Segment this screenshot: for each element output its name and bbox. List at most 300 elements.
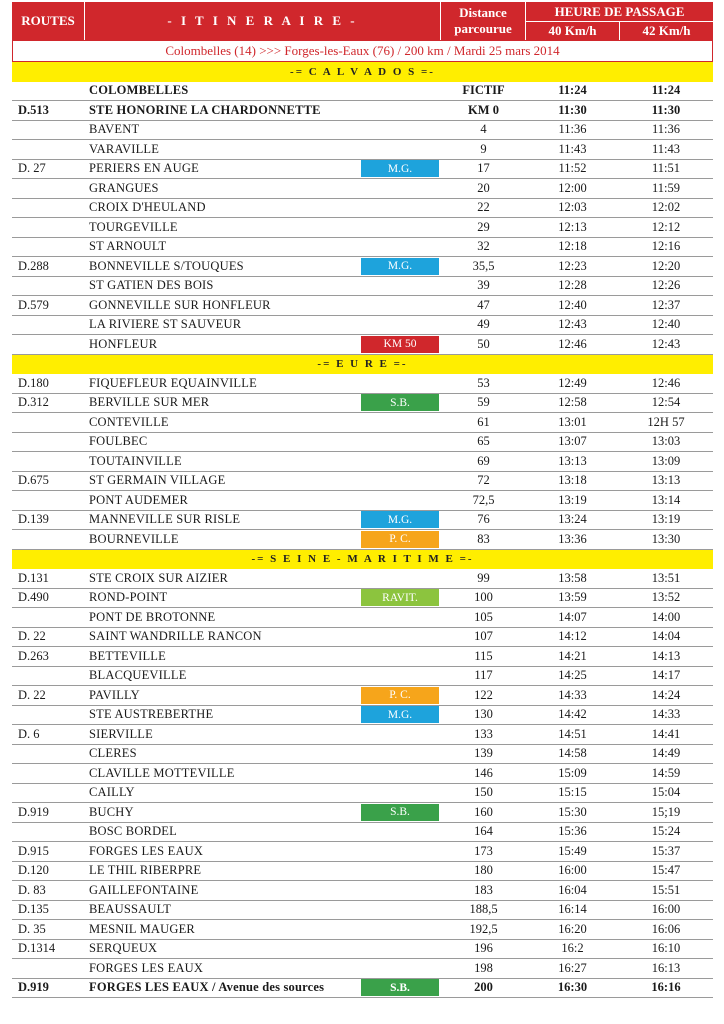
badge-cell [359, 667, 441, 685]
route-number: D. 22 [18, 687, 46, 702]
badge-cell [359, 725, 441, 743]
table-row [12, 706, 713, 726]
header-speed-40: 40 Km/h [526, 22, 620, 40]
route-number: D. 35 [18, 921, 46, 936]
table-row [12, 296, 713, 316]
time-40kmh: 16:14 [558, 902, 587, 917]
distance-value: 122 [474, 687, 493, 702]
badge-cell [359, 940, 441, 958]
route-number: D. 27 [18, 161, 46, 176]
header-speeds [526, 22, 713, 40]
route-number: D.915 [18, 843, 49, 858]
table-row [12, 725, 713, 745]
time-40kmh: 14:12 [558, 629, 587, 644]
distance-value: 61 [477, 414, 490, 429]
route-number: D.139 [18, 512, 49, 527]
locality-name: BONNEVILLE S/TOUQUES [89, 258, 244, 273]
badge-cell [359, 238, 441, 256]
distance-value: FICTIF [462, 83, 505, 98]
time-42kmh: 13:09 [651, 453, 681, 468]
locality-name: GRANGUES [89, 180, 159, 195]
badge-cell [359, 160, 441, 178]
distance-value: 59 [477, 395, 490, 410]
locality-name: ST GERMAIN VILLAGE [89, 473, 226, 488]
locality-name: SERQUEUX [89, 941, 158, 956]
table-row [12, 608, 713, 628]
time-40kmh: 11:43 [558, 141, 587, 156]
time-40kmh: 15:36 [558, 824, 587, 839]
locality-name: BETTEVILLE [89, 648, 166, 663]
locality-name: SIERVILLE [89, 726, 153, 741]
locality-name: CAILLY [89, 785, 135, 800]
table-row [12, 569, 713, 589]
time-42kmh: 16:10 [651, 941, 681, 956]
section-header: -= E U R E =- [12, 355, 713, 375]
time-42kmh: 12:46 [651, 375, 681, 390]
time-42kmh: 12:16 [651, 239, 681, 254]
badge-cell [359, 199, 441, 217]
locality-name: VARAVILLE [89, 141, 160, 156]
time-42kmh: 14:13 [651, 648, 681, 663]
table-row [12, 862, 713, 882]
table-row [12, 823, 713, 843]
table-row [12, 628, 713, 648]
time-40kmh: 15:30 [558, 804, 587, 819]
table-row [12, 121, 713, 141]
table-row [12, 452, 713, 472]
badge-cell [359, 296, 441, 314]
distance-value: 32 [477, 239, 490, 254]
table-row [12, 316, 713, 336]
distance-value: 72 [477, 473, 490, 488]
time-40kmh: 14:51 [558, 726, 587, 741]
distance-value: 9 [480, 141, 487, 156]
route-number: D.135 [18, 902, 49, 917]
time-42kmh: 11:24 [651, 83, 681, 98]
table-row [12, 140, 713, 160]
header-itineraire: - I T I N E R A I R E - [85, 2, 441, 40]
distance-value: 20 [477, 180, 490, 195]
table-row [12, 881, 713, 901]
table-row [12, 842, 713, 862]
locality-name: STE HONORINE LA CHARDONNETTE [89, 102, 321, 117]
locality-name: BEAUSSAULT [89, 902, 172, 917]
time-42kmh: 16:16 [651, 980, 681, 995]
time-42kmh: 13:13 [651, 473, 681, 488]
locality-name: MESNIL MAUGER [89, 921, 195, 936]
time-40kmh: 16:04 [558, 882, 587, 897]
badge-cell [359, 472, 441, 490]
locality-name: HONFLEUR [89, 336, 158, 351]
badge-cell [359, 959, 441, 977]
badge-cell [359, 862, 441, 880]
badge-cell [359, 979, 441, 997]
route-number: D.919 [18, 804, 49, 819]
time-42kmh: 14:24 [651, 687, 681, 702]
locality-name: FIQUEFLEUR EQUAINVILLE [89, 375, 257, 390]
table-row [12, 803, 713, 823]
time-40kmh: 12:49 [558, 375, 587, 390]
time-42kmh: 13:03 [651, 434, 681, 449]
time-40kmh: 13:18 [558, 473, 587, 488]
distance-value: 188,5 [469, 902, 498, 917]
time-42kmh: 15:37 [651, 843, 681, 858]
time-42kmh: 14:04 [651, 629, 681, 644]
time-42kmh: 13:51 [651, 570, 681, 585]
distance-value: 200 [474, 980, 493, 995]
distance-value: 117 [474, 668, 493, 683]
time-42kmh: 11:36 [651, 122, 680, 137]
distance-value: 180 [474, 863, 493, 878]
locality-name: PONT AUDEMER [89, 492, 189, 507]
locality-name: BLACQUEVILLE [89, 668, 187, 683]
table-row [12, 959, 713, 979]
distance-value: 183 [474, 882, 493, 897]
table-row [12, 979, 713, 999]
table-row [12, 686, 713, 706]
distance-value: 192,5 [469, 921, 498, 936]
locality-name: PERIERS EN AUGE [89, 161, 199, 176]
time-40kmh: 14:58 [558, 746, 587, 761]
distance-value: 107 [474, 629, 493, 644]
status-badge: KM 50 [361, 336, 439, 353]
table-row [12, 433, 713, 453]
time-42kmh: 13:52 [651, 590, 681, 605]
time-40kmh: 11:24 [558, 83, 587, 98]
route-number: D.513 [18, 102, 49, 117]
time-42kmh: 15:47 [651, 863, 681, 878]
status-badge: RAVIT. [361, 589, 439, 606]
locality-name: BOURNEVILLE [89, 531, 179, 546]
distance-value: 17 [477, 161, 490, 176]
time-40kmh: 13:07 [558, 434, 587, 449]
header-distance [441, 2, 526, 40]
route-subtitle: Colombelles (14) >>> Forges-les-Eaux (76) / 200 km / Mardi 25 mars 2014 [12, 40, 713, 62]
status-badge: P. C. [361, 531, 439, 548]
time-40kmh: 16:20 [558, 921, 587, 936]
section-header: -= C A L V A D O S =- [12, 62, 713, 82]
time-40kmh: 12:03 [558, 200, 587, 215]
status-badge: S.B. [361, 804, 439, 821]
time-42kmh: 14:59 [651, 765, 681, 780]
distance-value: 83 [477, 531, 490, 546]
table-body [12, 62, 713, 998]
distance-value: 72,5 [472, 492, 495, 507]
locality-name: ROND-POINT [89, 590, 168, 605]
route-number: D. 6 [18, 726, 40, 741]
time-40kmh: 14:33 [558, 687, 587, 702]
route-number: D.180 [18, 375, 49, 390]
badge-cell [359, 218, 441, 236]
locality-name: FORGES LES EAUX [89, 843, 204, 858]
table-row [12, 784, 713, 804]
table-row [12, 901, 713, 921]
table-row [12, 335, 713, 355]
locality-name: STE AUSTREBERTHE [89, 707, 214, 722]
locality-name: LE THIL RIBERPRE [89, 863, 202, 878]
time-40kmh: 11:36 [558, 122, 587, 137]
status-badge: M.G. [361, 258, 439, 275]
distance-value: 47 [477, 297, 490, 312]
route-number: D.579 [18, 297, 49, 312]
table-row [12, 101, 713, 121]
time-42kmh: 13:14 [651, 492, 681, 507]
time-42kmh: 11:30 [651, 102, 681, 117]
locality-name: TOURGEVILLE [89, 219, 178, 234]
time-40kmh: 12:58 [558, 395, 587, 410]
locality-name: FORGES LES EAUX [89, 960, 204, 975]
locality-name: ST GATIEN DES BOIS [89, 278, 214, 293]
distance-value: 69 [477, 453, 490, 468]
badge-cell [359, 511, 441, 529]
table-row [12, 413, 713, 433]
distance-value: 22 [477, 200, 490, 215]
time-40kmh: 16:00 [558, 863, 587, 878]
locality-name: CLAVILLE MOTTEVILLE [89, 765, 235, 780]
time-42kmh: 12H 57 [647, 414, 685, 429]
time-40kmh: 11:30 [558, 102, 587, 117]
badge-cell [359, 394, 441, 412]
distance-value: 164 [474, 824, 493, 839]
distance-value: 4 [480, 122, 487, 137]
distance-value: 115 [474, 648, 493, 663]
distance-value: 99 [477, 570, 490, 585]
locality-name: GAILLEFONTAINE [89, 882, 199, 897]
distance-value: 160 [474, 804, 493, 819]
route-number: D.675 [18, 473, 49, 488]
time-42kmh: 16:13 [651, 960, 681, 975]
time-42kmh: 13:30 [651, 531, 681, 546]
time-42kmh: 12:02 [651, 200, 681, 215]
section-header: -= S E I N E - M A R I T I M E =- [12, 550, 713, 570]
time-42kmh: 11:59 [651, 180, 680, 195]
table-row [12, 277, 713, 297]
table-row [12, 160, 713, 180]
header-distance-line1: Distance [459, 5, 507, 20]
route-number: D.490 [18, 590, 49, 605]
table-row [12, 82, 713, 102]
time-40kmh: 12:28 [558, 278, 587, 293]
time-42kmh: 15:24 [651, 824, 681, 839]
badge-cell [359, 179, 441, 197]
table-row [12, 511, 713, 531]
badge-cell [359, 823, 441, 841]
distance-value: 146 [474, 765, 493, 780]
locality-name: CROIX D'HEULAND [89, 200, 206, 215]
distance-value: 53 [477, 375, 490, 390]
time-42kmh: 15:51 [651, 882, 681, 897]
time-40kmh: 13:01 [558, 414, 587, 429]
route-number: D.919 [18, 980, 49, 995]
time-42kmh: 16:06 [651, 921, 681, 936]
time-42kmh: 12:54 [651, 395, 681, 410]
time-42kmh: 14:49 [651, 746, 681, 761]
table-row [12, 491, 713, 511]
table-row [12, 472, 713, 492]
distance-value: 105 [474, 609, 493, 624]
time-40kmh: 14:07 [558, 609, 587, 624]
time-42kmh: 12:26 [651, 278, 681, 293]
status-badge: M.G. [361, 160, 439, 177]
header-heure [526, 2, 713, 40]
badge-cell [359, 452, 441, 470]
badge-cell [359, 920, 441, 938]
distance-value: 139 [474, 746, 493, 761]
route-number: D. 22 [18, 629, 46, 644]
time-40kmh: 13:58 [558, 570, 587, 585]
badge-cell [359, 686, 441, 704]
time-42kmh: 12:12 [651, 219, 681, 234]
time-40kmh: 12:23 [558, 258, 587, 273]
badge-cell [359, 569, 441, 587]
badge-cell [359, 745, 441, 763]
badge-cell [359, 608, 441, 626]
status-badge: M.G. [361, 511, 439, 528]
time-42kmh: 15:04 [651, 785, 681, 800]
locality-name: FORGES LES EAUX / Avenue des sources [89, 980, 325, 995]
badge-cell [359, 647, 441, 665]
header-routes: ROUTES [12, 2, 85, 40]
badge-cell [359, 433, 441, 451]
route-number: D.1314 [18, 941, 56, 956]
route-number: D.312 [18, 395, 49, 410]
time-42kmh: 12:43 [651, 336, 681, 351]
route-number: D.120 [18, 863, 49, 878]
header-heure-title: HEURE DE PASSAGE [526, 2, 713, 22]
table-header [12, 2, 713, 40]
time-42kmh: 13:19 [651, 512, 681, 527]
locality-name: COLOMBELLES [89, 83, 189, 98]
time-40kmh: 12:00 [558, 180, 587, 195]
time-40kmh: 13:19 [558, 492, 587, 507]
time-40kmh: 12:40 [558, 297, 587, 312]
locality-name: BAVENT [89, 122, 140, 137]
locality-name: PAVILLY [89, 687, 140, 702]
time-42kmh: 14:17 [651, 668, 681, 683]
header-speed-42: 42 Km/h [642, 23, 691, 38]
table-row [12, 257, 713, 277]
locality-name: ST ARNOULT [89, 239, 167, 254]
route-number: D.131 [18, 570, 49, 585]
locality-name: STE CROIX SUR AIZIER [89, 570, 229, 585]
time-42kmh: 14:33 [651, 707, 681, 722]
distance-value: 133 [474, 726, 493, 741]
status-badge: S.B. [361, 394, 439, 411]
badge-cell [359, 140, 441, 158]
badge-cell [359, 628, 441, 646]
time-42kmh: 16:00 [651, 902, 681, 917]
distance-value: 150 [474, 785, 493, 800]
time-42kmh: 11:51 [651, 161, 680, 176]
time-42kmh: 11:43 [651, 141, 680, 156]
badge-cell [359, 413, 441, 431]
time-40kmh: 16:30 [557, 980, 588, 995]
badge-cell [359, 784, 441, 802]
time-40kmh: 14:25 [558, 668, 587, 683]
distance-value: 130 [474, 707, 493, 722]
badge-cell [359, 121, 441, 139]
locality-name: TOUTAINVILLE [89, 453, 182, 468]
locality-name: BUCHY [89, 804, 134, 819]
table-row [12, 199, 713, 219]
table-row [12, 667, 713, 687]
locality-name: CONTEVILLE [89, 414, 169, 429]
distance-value: KM 0 [468, 102, 499, 117]
distance-value: 100 [474, 590, 493, 605]
distance-value: 29 [477, 219, 490, 234]
badge-cell [359, 335, 441, 353]
distance-value: 35,5 [472, 258, 495, 273]
time-40kmh: 13:36 [558, 531, 587, 546]
locality-name: PONT DE BROTONNE [89, 609, 216, 624]
table-row [12, 647, 713, 667]
time-40kmh: 12:43 [558, 317, 587, 332]
status-badge: M.G. [361, 706, 439, 723]
table-row [12, 940, 713, 960]
locality-name: CLERES [89, 746, 137, 761]
badge-cell [359, 706, 441, 724]
time-40kmh: 13:24 [558, 512, 587, 527]
badge-cell [359, 277, 441, 295]
badge-cell [359, 316, 441, 334]
locality-name: MANNEVILLE SUR RISLE [89, 512, 241, 527]
table-row [12, 238, 713, 258]
distance-value: 65 [477, 434, 490, 449]
time-40kmh: 12:13 [558, 219, 587, 234]
distance-value: 39 [477, 278, 490, 293]
table-row [12, 374, 713, 394]
time-42kmh: 14:00 [651, 609, 681, 624]
badge-cell [359, 881, 441, 899]
locality-name: SAINT WANDRILLE RANCON [89, 629, 262, 644]
badge-cell [359, 589, 441, 607]
status-badge: S.B. [361, 979, 439, 996]
route-number: D.263 [18, 648, 49, 663]
badge-cell [359, 842, 441, 860]
time-40kmh: 14:21 [558, 648, 587, 663]
badge-cell [359, 82, 441, 100]
distance-value: 196 [474, 941, 493, 956]
badge-cell [359, 530, 441, 548]
status-badge: P. C. [361, 687, 439, 704]
table-row [12, 920, 713, 940]
table-row [12, 745, 713, 765]
time-40kmh: 15:15 [558, 785, 587, 800]
time-40kmh: 15:09 [558, 765, 587, 780]
distance-value: 50 [477, 336, 490, 351]
header-distance-line2: parcourue [454, 21, 512, 36]
locality-name: LA RIVIERE ST SAUVEUR [89, 317, 242, 332]
badge-cell [359, 491, 441, 509]
time-40kmh: 16:2 [561, 941, 584, 956]
time-40kmh: 13:59 [558, 590, 587, 605]
time-40kmh: 13:13 [558, 453, 587, 468]
distance-value: 49 [477, 317, 490, 332]
time-42kmh: 15;19 [651, 804, 681, 819]
distance-value: 198 [474, 960, 493, 975]
distance-value: 76 [477, 512, 490, 527]
table-row [12, 764, 713, 784]
table-row [12, 530, 713, 550]
time-40kmh: 15:49 [558, 843, 587, 858]
table-row [12, 394, 713, 414]
time-42kmh: 12:40 [651, 317, 681, 332]
time-40kmh: 16:27 [558, 960, 587, 975]
table-row [12, 179, 713, 199]
time-42kmh: 12:20 [651, 258, 681, 273]
distance-value: 173 [474, 843, 493, 858]
locality-name: BOSC BORDEL [89, 824, 177, 839]
